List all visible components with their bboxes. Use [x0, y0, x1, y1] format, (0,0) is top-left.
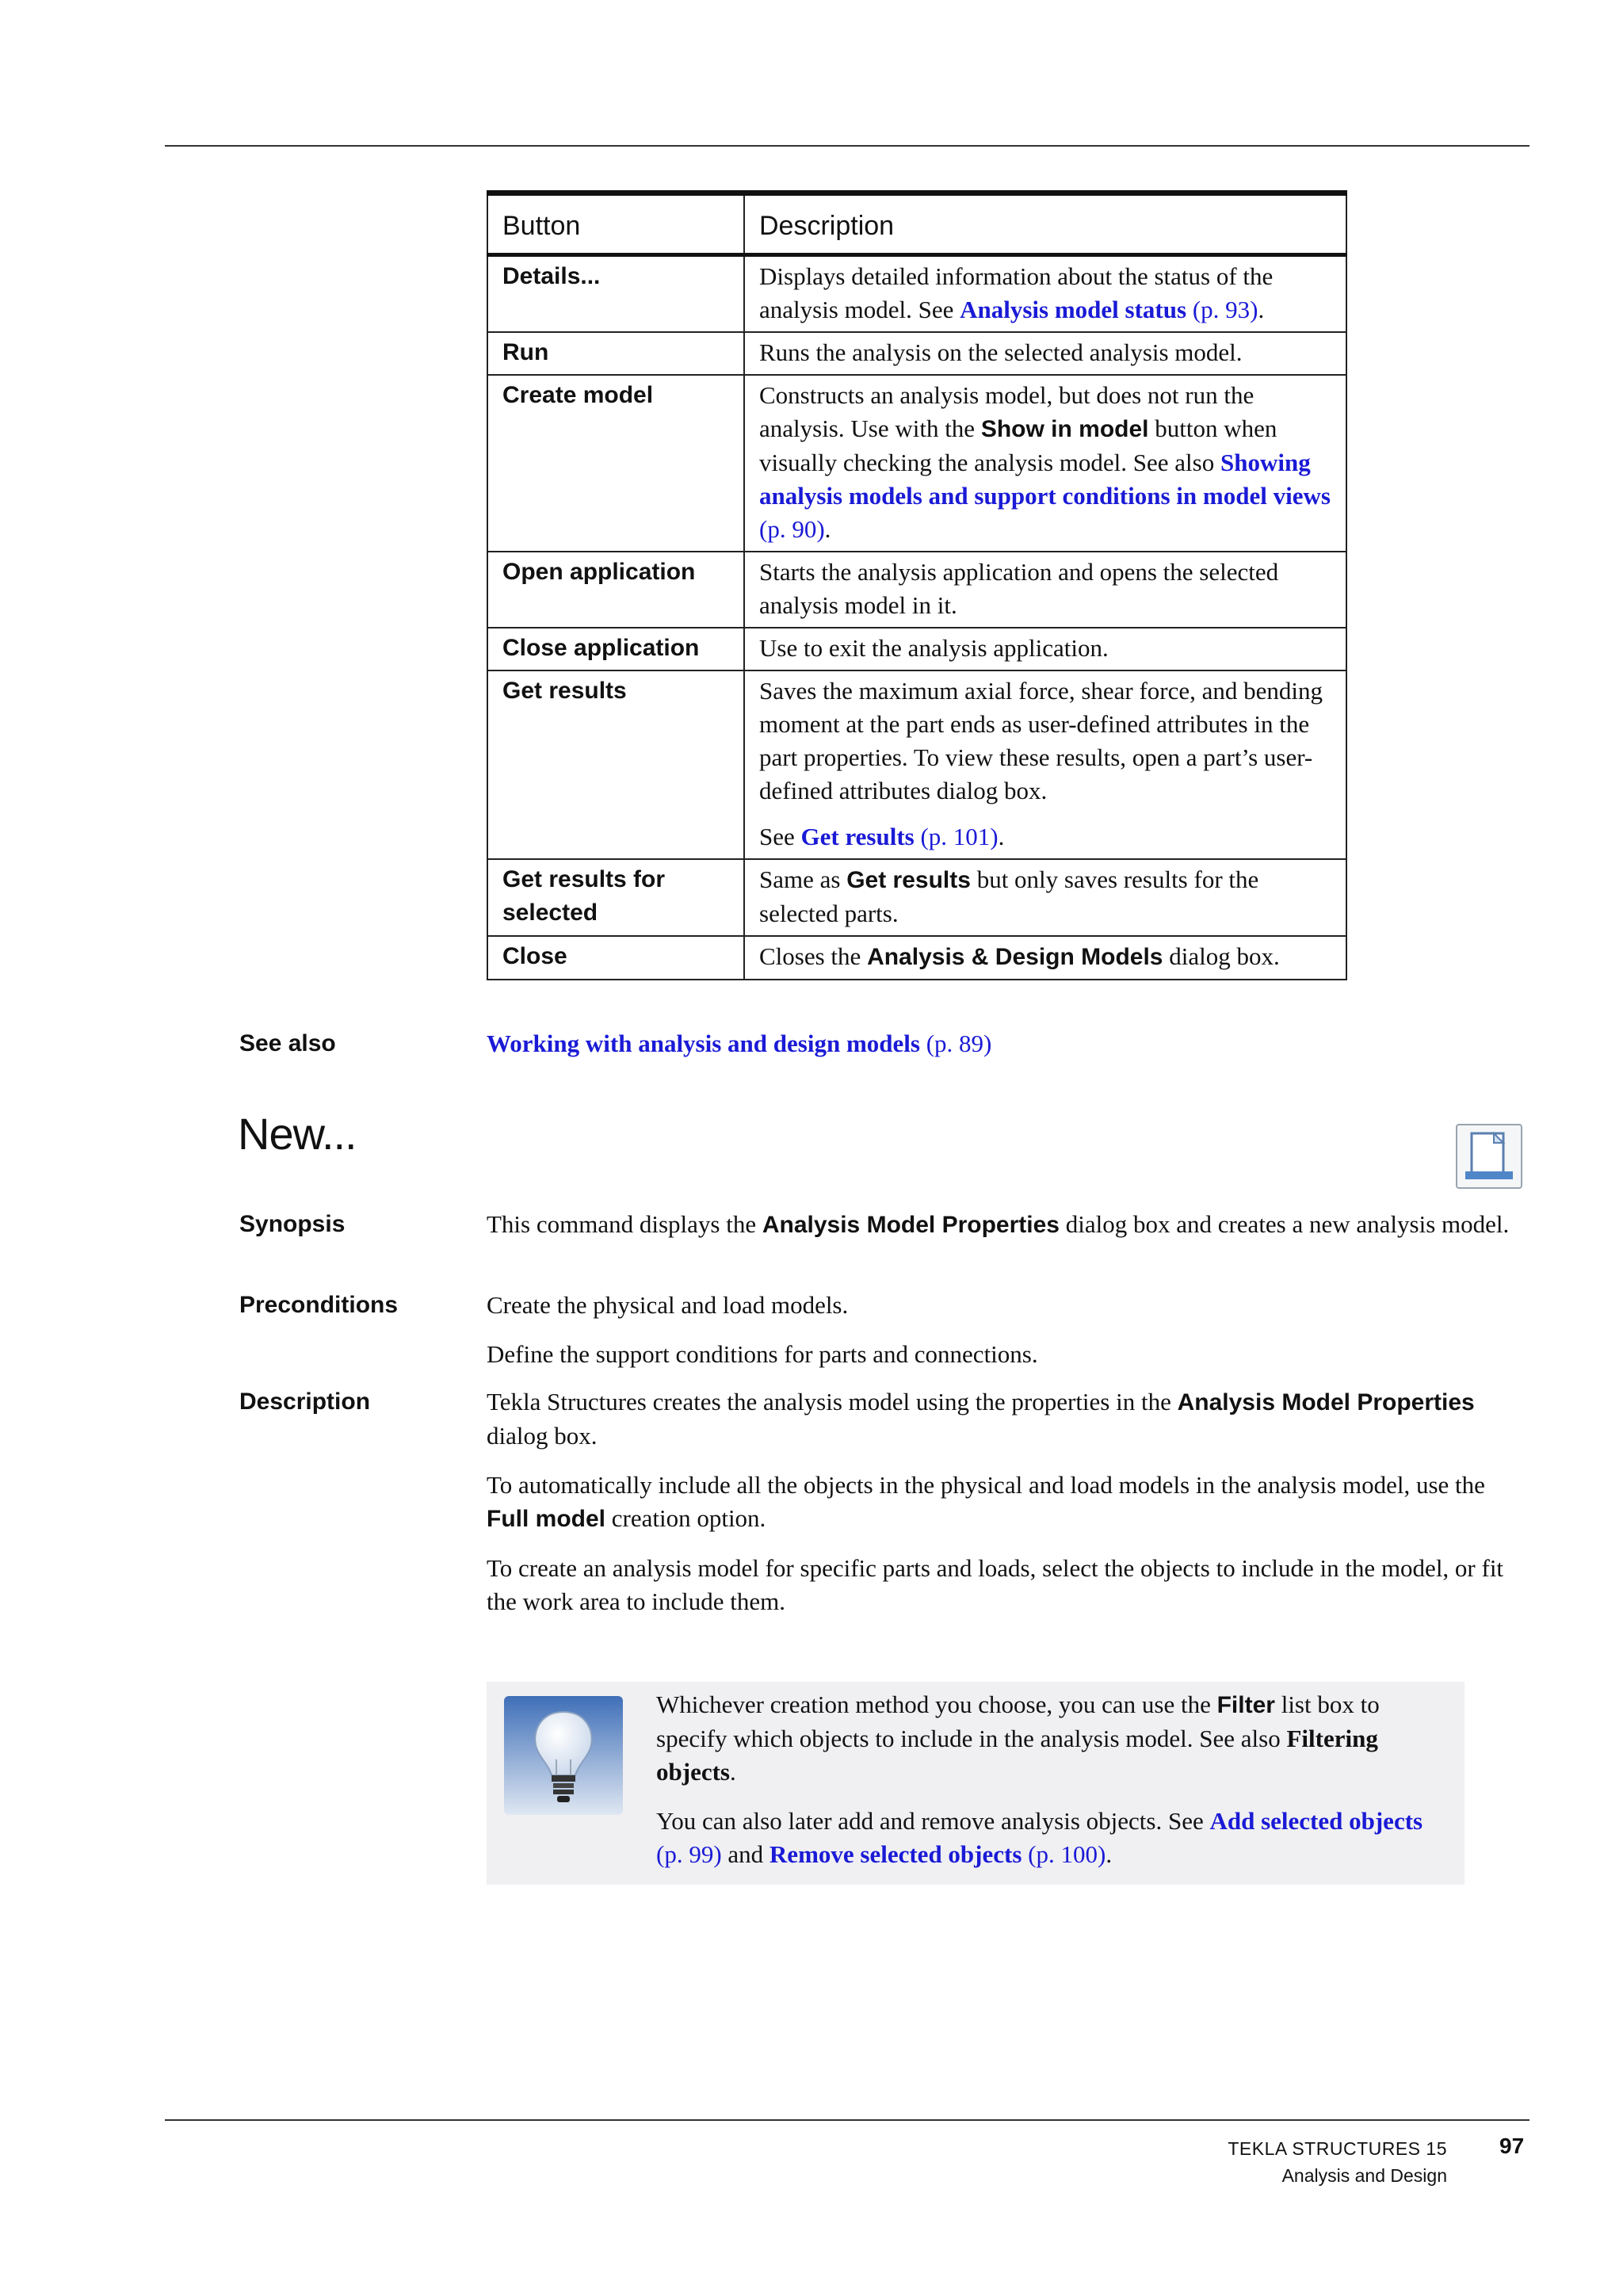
section-title: New... — [238, 1109, 357, 1159]
table-row — [487, 670, 1346, 859]
button-description: Use to exit the analysis application. — [744, 628, 1346, 670]
button-name: Create model — [487, 375, 744, 552]
button-name: Close application — [487, 628, 744, 670]
see-also-text — [487, 1027, 1533, 1060]
table-row — [487, 936, 1346, 980]
description-label: Description — [239, 1389, 371, 1415]
column-header-description: Description — [744, 193, 1346, 255]
button-description: Displays detailed information about the status of the analysis model. See Analysis model status (p. 93). — [744, 255, 1346, 333]
table-row — [487, 375, 1346, 552]
button-description: Runs the analysis on the selected analysis model. — [744, 332, 1346, 375]
tip-box — [487, 1682, 1465, 1885]
lightbulb-icon — [504, 1696, 623, 1815]
add-selected-objects-link[interactable]: Add selected objects (p. 99) — [656, 1807, 1423, 1868]
synopsis-label: Synopsis — [239, 1211, 346, 1237]
button-description: Closes the Analysis & Design Models dialog box. — [744, 936, 1346, 980]
footer-subtitle: Analysis and Design — [1281, 2165, 1447, 2186]
table-row — [487, 552, 1346, 628]
table-row — [487, 859, 1346, 936]
header-rule — [165, 145, 1529, 147]
preconditions-label: Preconditions — [239, 1292, 399, 1318]
footer-rule — [165, 2119, 1529, 2121]
table-row — [487, 332, 1346, 375]
button-name: Get results for selected — [487, 859, 744, 936]
button-description: Same as Get results but only saves results for the selected parts. — [744, 859, 1346, 936]
button-table — [487, 190, 1347, 980]
synopsis-text: This command displays the Analysis Model Properties dialog box and creates a new analysis model. — [487, 1210, 1510, 1238]
column-header-button: Button — [487, 193, 744, 255]
cross-reference-link[interactable]: Showing analysis models and support conditions in model views (p. 90) — [759, 449, 1331, 543]
remove-selected-objects-link[interactable]: Remove selected objects (p. 100) — [769, 1840, 1106, 1868]
preconditions-text: Create the physical and load models. Define the support conditions for parts and connections. — [487, 1291, 1038, 1368]
button-name: Details... — [487, 255, 744, 333]
table-header-row — [487, 193, 1346, 255]
new-document-icon — [1456, 1124, 1522, 1189]
button-name: Get results — [487, 670, 744, 859]
footer-title: TEKLA STRUCTURES 15 — [1228, 2138, 1447, 2159]
table-row — [487, 255, 1346, 333]
table-row — [487, 628, 1346, 670]
button-name: Run — [487, 332, 744, 375]
button-description: Constructs an analysis model, but does not run the analysis. Use with the Show in model button when visually checking the analysis model. See also Showing analysis models and support conditions in model views (p. 90). — [744, 375, 1346, 552]
description-text: Tekla Structures creates the analysis model using the properties in the Analysis Model Properties dialog box. To automatically include all the objects in the physical and load models in the analysis model, use the Full model creation option. To create an analysis model for specific parts and loads, select the objects to include in the model, or fit the work area to include them. — [487, 1388, 1504, 1615]
tip-text: Whichever creation method you choose, you can use the Filter list box to specify which objects to include in the analysis model. See also Filtering objects. You can also later add and remove analysis objects. See Add selected objects (p. 99) and Remove selected objects (p. 100). — [656, 1690, 1423, 1868]
cross-reference-link[interactable]: Get results (p. 101) — [800, 823, 999, 850]
button-name: Open application — [487, 552, 744, 628]
see-also-link[interactable]: Working with analysis and design models (p. 89) — [487, 1030, 992, 1057]
button-name: Close — [487, 936, 744, 980]
see-also-label: See also — [239, 1030, 336, 1056]
button-description: Saves the maximum axial force, shear force, and bending moment at the part ends as user-defined attributes in the part properties. To view these results, open a part’s user-defined attributes dialog box. See Get results (p. 101). — [744, 670, 1346, 859]
button-description: Starts the analysis application and opens the selected analysis model in it. — [744, 552, 1346, 628]
cross-reference-link[interactable]: Analysis model status (p. 93) — [960, 296, 1258, 323]
page-number: 97 — [1499, 2134, 1525, 2158]
